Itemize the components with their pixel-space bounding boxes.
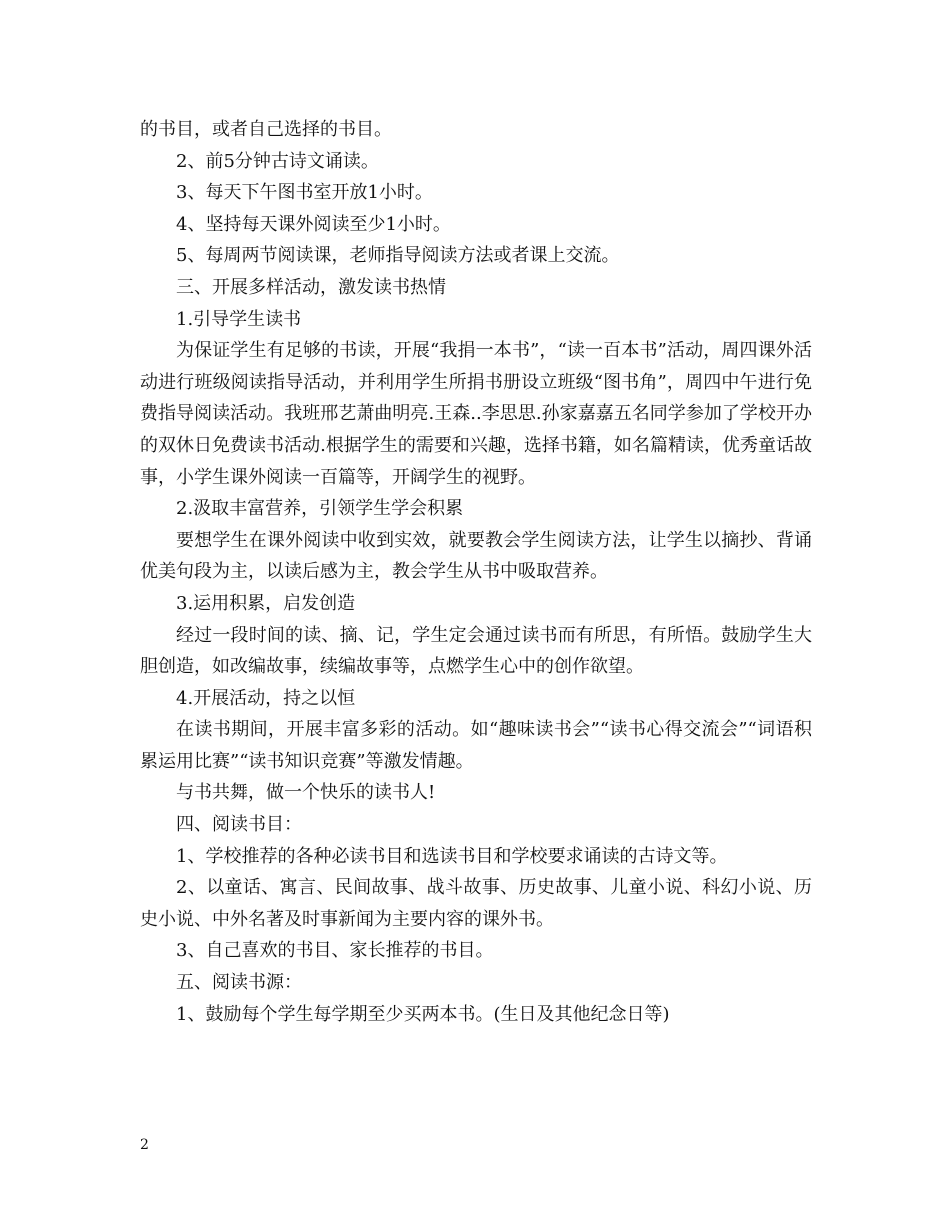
section-heading-4: 四、阅读书目： [176, 814, 302, 836]
subheading-1: 1.引导学生读书 [176, 308, 302, 330]
book-source-item-1: 1、鼓励每个学生每学期至少买两本书。(生日及其他纪念日等) [176, 1003, 670, 1025]
page-number: 2 [140, 1137, 149, 1153]
paragraph-body-3: 经过一段时间的读、摘、记，学生定会通过读书而有所思，有所悟。鼓励学生大胆创造，如改编故事，续编故事等，点燃学生心中的创作欲望。 [140, 624, 812, 678]
reading-list-item-3: 3、自己喜欢的书目、家长推荐的书目。 [176, 940, 494, 962]
section-heading-5: 五、阅读书源： [176, 972, 302, 994]
paragraph-body-2: 要想学生在课外阅读中收到实效，就要教会学生阅读方法，让学生以摘抄、背诵优美句段为主，以读后感为主，教会学生从书中吸取营养。 [140, 529, 812, 583]
paragraph-item-3: 3、每天下午图书室开放1小时。 [176, 182, 433, 204]
paragraph-slogan: 与书共舞，做一个快乐的读书人! [176, 782, 436, 804]
paragraph-body-4: 在读书期间，开展丰富多彩的活动。如“趣味读书会”“读书心得交流会”“词语积累运用比赛”“读书知识竞赛”等激发情趣。 [140, 719, 812, 772]
reading-list-item-2: 2、以童话、寓言、民间故事、战斗故事、历史故事、儿童小说、科幻小说、历史小说、中外名著及时事新闻为主要内容的课外书。 [140, 877, 812, 930]
paragraph-body-1: 为保证学生有足够的书读，开展“我捐一本书”，“读一百本书”活动，周四课外活动进行班级阅读指导活动，并利用学生所捐书册设立班级“图书角”，周四中午进行免费指导阅读活动。我班邢艺萧曲明亮.王森..李思思.孙家嘉嘉五名同学参加了学校开办的双休日免费读书活动.根据学生的需要和兴趣，选择书籍，如名篇精读，优秀童话故事，小学生课外阅读一百篇等，开阔学生的视野。 [140, 340, 812, 488]
paragraph-item-4: 4、坚持每天课外阅读至少1小时。 [176, 213, 451, 235]
paragraph-item-2: 2、前5分钟古诗文诵读。 [176, 150, 379, 172]
section-heading-3: 三、开展多样活动，激发读书热情 [176, 276, 446, 298]
subheading-2: 2.汲取丰富营养，引领学生学会积累 [176, 498, 464, 520]
paragraph-item-5: 5、每周两节阅读课，老师指导阅读方法或者课上交流。 [176, 245, 620, 267]
reading-list-item-1: 1、学校推荐的各种必读书目和选读书目和学校要求诵读的古诗文等。 [176, 845, 728, 867]
subheading-3: 3.运用积累，启发创造 [176, 592, 356, 614]
paragraph-continuation: 的书目，或者自己选择的书目。 [140, 119, 392, 140]
subheading-4: 4.开展活动，持之以恒 [176, 687, 356, 709]
document-body [140, 114, 812, 1030]
